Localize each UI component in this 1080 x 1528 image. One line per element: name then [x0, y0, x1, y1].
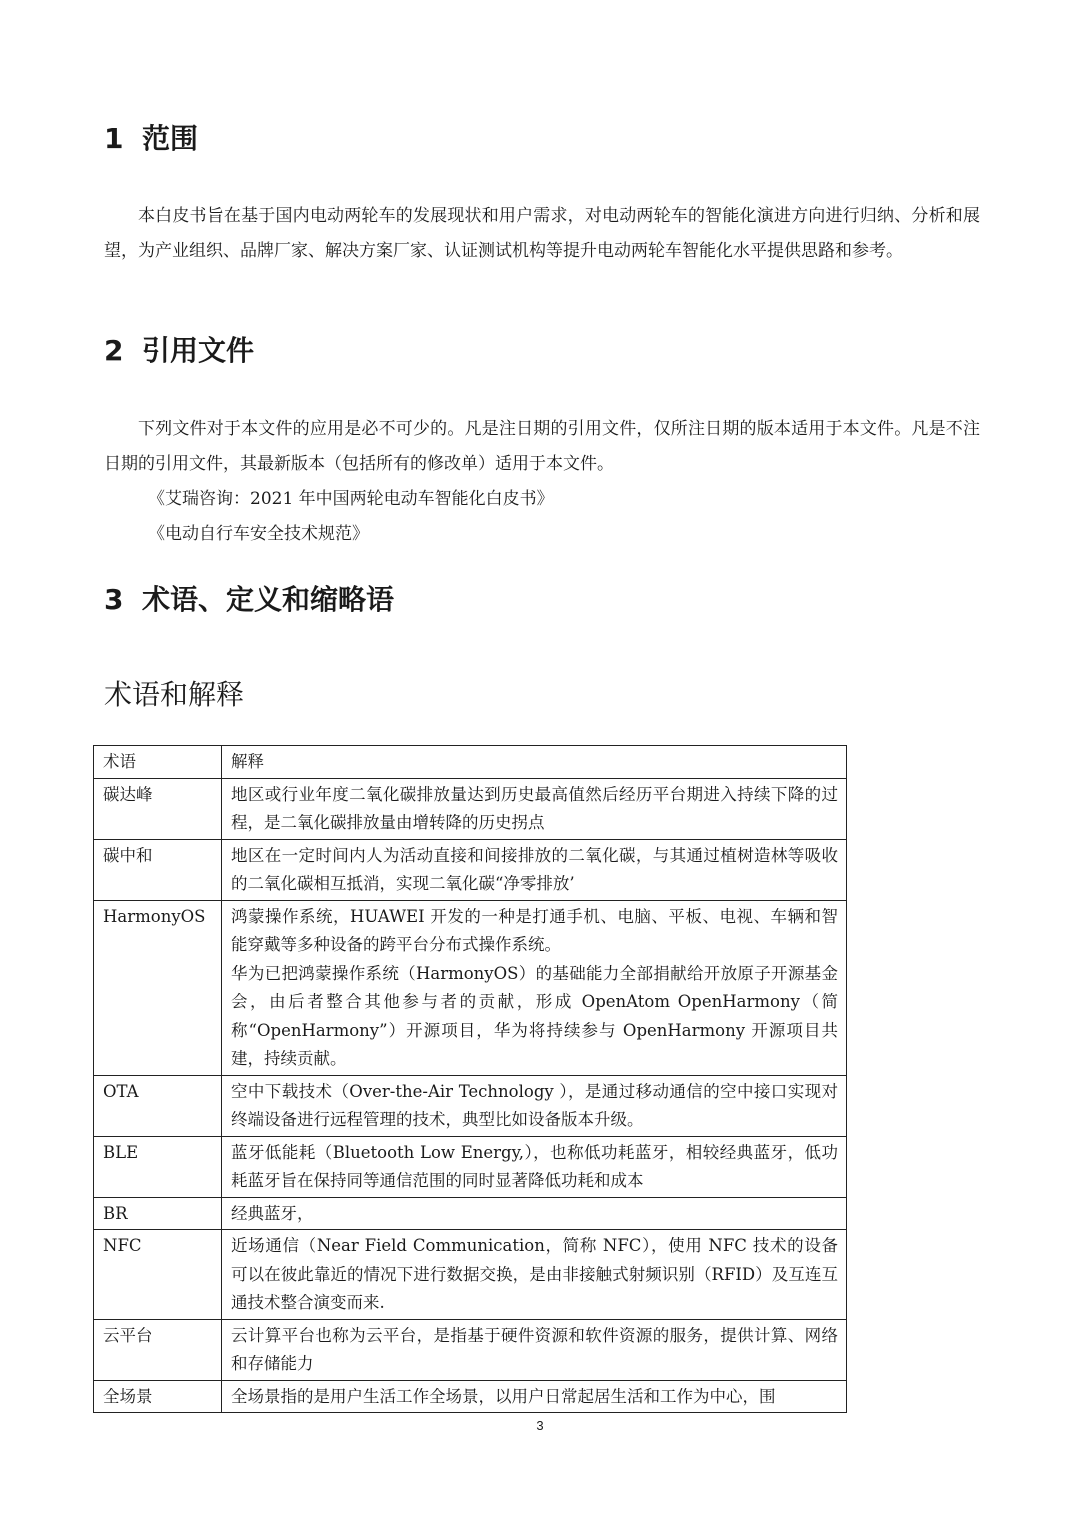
section-heading-terms [104, 582, 394, 618]
subheading-terms-and-explanations: 术语和解释 [104, 678, 245, 711]
terms-table [93, 745, 847, 1413]
definition-cell [222, 1075, 847, 1136]
section-number: 3 [104, 583, 124, 616]
scope-paragraph: 本白皮书旨在基于国内电动两轮车的发展现状和用户需求，对电动两轮车的智能化演进方向进行归纳、分析和展望，为产业组织、品牌厂家、解决方案厂家、认证测试机构等提升电动两轮车智能化水平提供思路和参考。 [104, 206, 980, 261]
section-heading-references [104, 333, 254, 369]
term-cell: BR [94, 1197, 222, 1230]
definition-cell [222, 1319, 847, 1380]
definition-cell [222, 1230, 847, 1320]
term-cell: 云平台 [94, 1319, 222, 1380]
definition-text: 鸿蒙操作系统，HUAWEI 开发的一种是打通手机、电脑、平板、电视、车辆和智能穿戴等多种设备的跨平台分布式操作系统。 [231, 906, 838, 954]
term-cell: 全场景 [94, 1380, 222, 1413]
page-number: 3 [536, 1418, 544, 1433]
term-cell: OTA [94, 1075, 222, 1136]
definition-text: 蓝牙低能耗（Bluetooth Low Energy,），也称低功耗蓝牙，相较经典蓝牙，低功耗蓝牙旨在保持同等通信范围的同时显著降低功耗和成本 [231, 1142, 838, 1190]
table-row [94, 839, 847, 900]
reference-item: 《艾瑞咨询：2021 年中国两轮电动车智能化白皮书》 [148, 489, 554, 509]
section-number: 1 [104, 122, 124, 155]
definition-cell [222, 900, 847, 1075]
definition-text: 地区在一定时间内人为活动直接和间接排放的二氧化碳，与其通过植树造林等吸收的二氧化碳相互抵消，实现二氧化碳“净零排放’ [231, 845, 838, 893]
table-row [94, 1075, 847, 1136]
table-row [94, 1319, 847, 1380]
definition-cell [222, 778, 847, 839]
section-title: 引用文件 [142, 334, 255, 367]
term-cell: 碳中和 [94, 839, 222, 900]
reference-item: 《电动自行车安全技术规范》 [148, 524, 369, 544]
definition-text: 云计算平台也称为云平台，是指基于硬件资源和软件资源的服务，提供计算、网络和存储能力 [231, 1325, 838, 1373]
definition-text: 空中下载技术（Over-the-Air Technology ），是通过移动通信的空中接口实现对终端设备进行远程管理的技术，典型比如设备版本升级。 [231, 1081, 838, 1129]
table-row [94, 1197, 847, 1230]
term-cell: 碳达峰 [94, 778, 222, 839]
definition-cell [222, 1380, 847, 1413]
definition-cell [222, 1136, 847, 1197]
definition-text: 经典蓝牙， [231, 1203, 314, 1223]
definition-text: 近场通信（Near Field Communication，简称 NFC），使用 NFC 技术的设备可以在彼此靠近的情况下进行数据交换，是由非接触式射频识别（RFID）及互连互通技术整合演变而来. [231, 1236, 838, 1312]
section-title: 术语、定义和缩略语 [142, 583, 395, 616]
definition-text: 地区或行业年度二氧化碳排放量达到历史最高值然后经历平台期进入持续下降的过程，是二氧化碳排放量由增转降的历史拐点 [231, 784, 838, 832]
section-title: 范围 [142, 122, 199, 155]
table-row [94, 1380, 847, 1413]
table-header-row [94, 746, 847, 779]
table-row [94, 1230, 847, 1320]
term-cell: HarmonyOS [94, 900, 222, 1075]
column-header-term: 术语 [94, 746, 222, 779]
term-cell: BLE [94, 1136, 222, 1197]
column-header-explanation: 解释 [222, 746, 847, 779]
term-cell: NFC [94, 1230, 222, 1320]
table-row [94, 1136, 847, 1197]
section-heading-scope [104, 121, 198, 157]
section-number: 2 [104, 334, 124, 367]
references-intro-paragraph: 下列文件对于本文件的应用是必不可少的。凡是注日期的引用文件，仅所注日期的版本适用于本文件。凡是不注日期的引用文件，其最新版本（包括所有的修改单）适用于本文件。 [104, 419, 980, 474]
table-row [94, 900, 847, 1075]
definition-text: 全场景指的是用户生活工作全场景，以用户日常起居生活和工作为中心，围 [231, 1386, 776, 1406]
table-row [94, 778, 847, 839]
definition-text: 华为已把鸿蒙操作系统（HarmonyOS）的基础能力全部捐献给开放原子开源基金会，由后者整合其他参与者的贡献，形成 OpenAtom OpenHarmony（简称“OpenHarmony”）开源项目，华为将持续参与 OpenHarmony 开源项目共建，持续贡献。 [231, 963, 838, 1068]
definition-cell [222, 1197, 847, 1230]
definition-cell [222, 839, 847, 900]
